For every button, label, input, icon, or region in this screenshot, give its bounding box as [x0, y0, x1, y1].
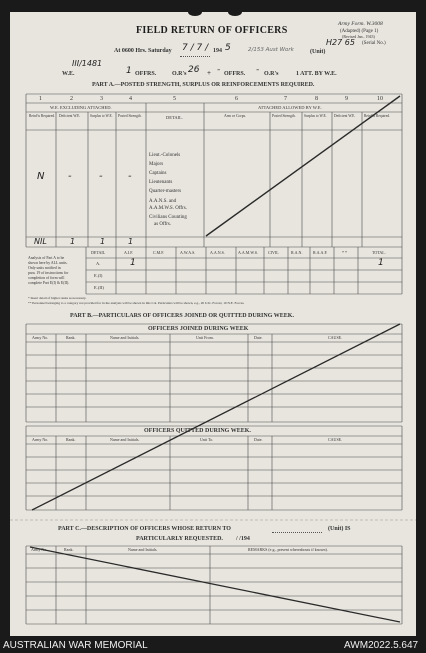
- att-label: 1 ATT. BY W.E.: [296, 71, 337, 77]
- analysis-text-1: Analysis of Part A to be: [28, 256, 65, 260]
- analysis-text-2: shown here by ALL units.: [28, 261, 68, 265]
- quitted-col-rank: Rank.: [66, 437, 76, 442]
- analysis-col-raaf: R.A.A.F.: [313, 250, 328, 255]
- subhead-posted-left: Posted Strength.: [118, 114, 142, 118]
- part-c-col-army-no: Army No.: [31, 547, 48, 552]
- subhead-reinf-left: Reinf'ts Required.: [29, 114, 55, 118]
- attached-allowed-header: ATTACHED ALLOWED BY W.E.: [258, 105, 322, 110]
- footer-right: AWM2022.5.647: [344, 640, 419, 651]
- part-c-particularly: PARTICULARLY REQUESTED.: [136, 536, 223, 542]
- part-a-title: PART A.—POSTED STRENGTH, SURPLUS OR REINFORCEMENTS REQUIRED.: [92, 82, 315, 88]
- ors-label-1: O.R's: [172, 71, 187, 77]
- col-num-6: 6: [235, 96, 238, 102]
- analysis-col-cmf: C.M.F.: [153, 250, 165, 255]
- part-c-title: PART C.—DESCRIPTION OF OFFICERS WHOSE RETURN TO: [58, 526, 231, 532]
- analysis-text-4: para. 19 of instructions for: [28, 271, 69, 275]
- analysis-col-ran: R.A.N.: [291, 250, 303, 255]
- part-b-title: PART B.—PARTICULARS OF OFFICERS JOINED OR QUITTED DURING WEEK.: [70, 313, 294, 319]
- part-c-unit-suffix: (Unit) IS: [328, 526, 351, 532]
- rank-lieutenants: Lieutenants: [149, 180, 173, 185]
- handwritten-unit: 2/153 Aust Work: [248, 47, 294, 53]
- subhead-arm-corps: Arm or Corps.: [224, 114, 247, 118]
- handwritten-offrs-2: -: [217, 65, 221, 75]
- part-c-col-remarks: REMARKS (e.g., present whereabouts if known).: [248, 547, 328, 552]
- quitted-title: OFFICERS QUITTED DURING WEEK.: [144, 428, 251, 434]
- handwritten-nil-2: 1: [70, 237, 76, 246]
- at-line-prefix: At 0600 Hrs. Saturday: [114, 48, 172, 54]
- rank-lt-colonels: Lieut.-Colonels: [149, 153, 181, 158]
- rank-captains: Captains: [149, 171, 167, 176]
- quitted-col-date: Date.: [254, 437, 263, 442]
- unit-label: (Unit): [310, 49, 326, 55]
- we-excluding-header: W.E. EXCLUDING ATTACHED.: [50, 105, 112, 110]
- handwritten-aif-value: 1: [130, 258, 136, 268]
- handwritten-dash-1: -: [68, 171, 72, 182]
- analysis-row-e2: E.(II): [94, 285, 104, 290]
- form-reference: Army Form. W.3008: [338, 21, 383, 27]
- analysis-row-e1: E.(I): [94, 273, 103, 278]
- handwritten-serial: H27 65: [326, 38, 355, 47]
- note-personnel: ** Personnel belonging to a category not provided for in the analysis will be shown in this Col. Particulars will be shown, e.g., 20 U.K. Forces; 10 N.E. Forces.: [28, 301, 245, 305]
- col-num-1: 1: [39, 96, 42, 102]
- quitted-col-army-no: Army No.: [32, 437, 49, 442]
- joined-col-army-no: Army No.: [32, 335, 49, 340]
- handwritten-year: 5: [225, 43, 231, 53]
- analysis-text-6: complete Part E(I) & E(II).: [28, 281, 70, 285]
- part-c-col-rank: Rank.: [64, 547, 74, 552]
- rank-aamws: A.A.M.W.S. Offrs.: [149, 206, 187, 211]
- subhead-surplus-right: Surplus to W.E.: [304, 114, 327, 118]
- analysis-col-other: * *: [342, 250, 347, 255]
- plus-sign: +: [207, 69, 211, 77]
- col-num-2: 2: [70, 96, 73, 102]
- joined-col-unit-from: Unit From.: [196, 335, 214, 340]
- year-label: 194: [213, 48, 222, 54]
- form-adapted: (Adapted) (Page 1): [340, 29, 379, 34]
- subhead-deficient-left: Deficient W.E.: [59, 114, 81, 118]
- we-prefix: W.E.: [62, 71, 75, 77]
- subhead-reinf-right: Reinf'ts Required.: [364, 114, 390, 118]
- handwritten-n: N: [37, 171, 45, 182]
- form-revised: (Revised Jan., 1943): [342, 34, 375, 39]
- form-sheet: [10, 12, 416, 636]
- col-num-4: 4: [129, 96, 132, 102]
- joined-col-rank: Rank.: [66, 335, 76, 340]
- part-c-unit-blank: [272, 532, 322, 533]
- joined-col-cause: CAUSE.: [328, 335, 343, 340]
- serial-label: (Serial No.): [362, 41, 386, 46]
- col-num-5: 5: [173, 96, 176, 102]
- analysis-col-aif: A.I.F.: [124, 250, 134, 255]
- handwritten-nil-4: 1: [128, 237, 134, 246]
- quitted-col-unit-to: Unit To.: [200, 437, 214, 442]
- col-num-10: 10: [377, 96, 383, 102]
- form-title: FIELD RETURN OF OFFICERS: [136, 25, 288, 36]
- analysis-text-5: completion of form will: [28, 276, 65, 280]
- footer-left: AUSTRALIAN WAR MEMORIAL: [3, 640, 148, 651]
- analysis-col-aans: A.A.N.S.: [210, 250, 225, 255]
- rank-majors: Majors: [149, 162, 164, 167]
- subhead-posted-right: Posted Strength.: [272, 114, 296, 118]
- rank-civilians: Civilians Counting: [149, 215, 187, 220]
- part-c-date: / /194: [236, 536, 250, 542]
- rank-quartermasters: Quarter-masters: [149, 189, 182, 194]
- analysis-col-awas: A.W.A.S.: [180, 250, 196, 255]
- col-num-9: 9: [345, 96, 348, 102]
- handwritten-total-value: 1: [378, 258, 384, 268]
- col-num-7: 7: [284, 96, 287, 102]
- subhead-deficient-right: Deficient W.E.: [334, 114, 356, 118]
- analysis-col-civil: CIVIL: [268, 250, 279, 255]
- analysis-col-detail: DETAIL: [91, 250, 106, 255]
- handwritten-dash-2: -: [99, 171, 103, 182]
- detail-header: DETAIL.: [166, 115, 184, 120]
- analysis-text-3: Only units notified in: [28, 266, 61, 270]
- offrs-label-2: OFFRS.: [224, 71, 246, 77]
- ors-label-2: O.R's: [264, 71, 279, 77]
- joined-title: OFFICERS JOINED DURING WEEK: [148, 326, 249, 332]
- analysis-col-aamws: A.A.M.W.S.: [238, 250, 258, 255]
- handwritten-date: 7 / 7 /: [182, 43, 209, 53]
- analysis-col-total: TOTAL.: [372, 250, 386, 255]
- handwritten-ors-2: -: [256, 65, 260, 75]
- handwritten-dash-3: -: [128, 171, 132, 182]
- note-higher-ranks: * Insert detail of higher ranks as necessary.: [28, 296, 87, 300]
- quitted-col-cause: CAUSE.: [328, 437, 343, 442]
- part-c-col-name: Name and Initials.: [128, 547, 158, 552]
- handwritten-nil-3: 1: [100, 237, 106, 246]
- joined-col-date: Date.: [254, 335, 263, 340]
- rank-as-offrs: as Offrs.: [154, 222, 172, 227]
- rank-aans: A.A.N.S. and: [149, 199, 177, 204]
- handwritten-we: III/1481: [72, 59, 103, 68]
- col-num-8: 8: [315, 96, 318, 102]
- offrs-label-1: OFFRS.: [135, 71, 157, 77]
- subhead-surplus-left: Surplus to W.E.: [90, 114, 113, 118]
- col-num-3: 3: [100, 96, 103, 102]
- analysis-row-a: A.: [96, 261, 101, 266]
- handwritten-offrs-1: 1: [126, 66, 132, 76]
- quitted-col-name: Name and Initials.: [110, 437, 140, 442]
- handwritten-nil: NIL: [34, 237, 47, 246]
- joined-col-name: Name and Initials.: [110, 335, 140, 340]
- handwritten-ors-1: 26: [188, 65, 200, 75]
